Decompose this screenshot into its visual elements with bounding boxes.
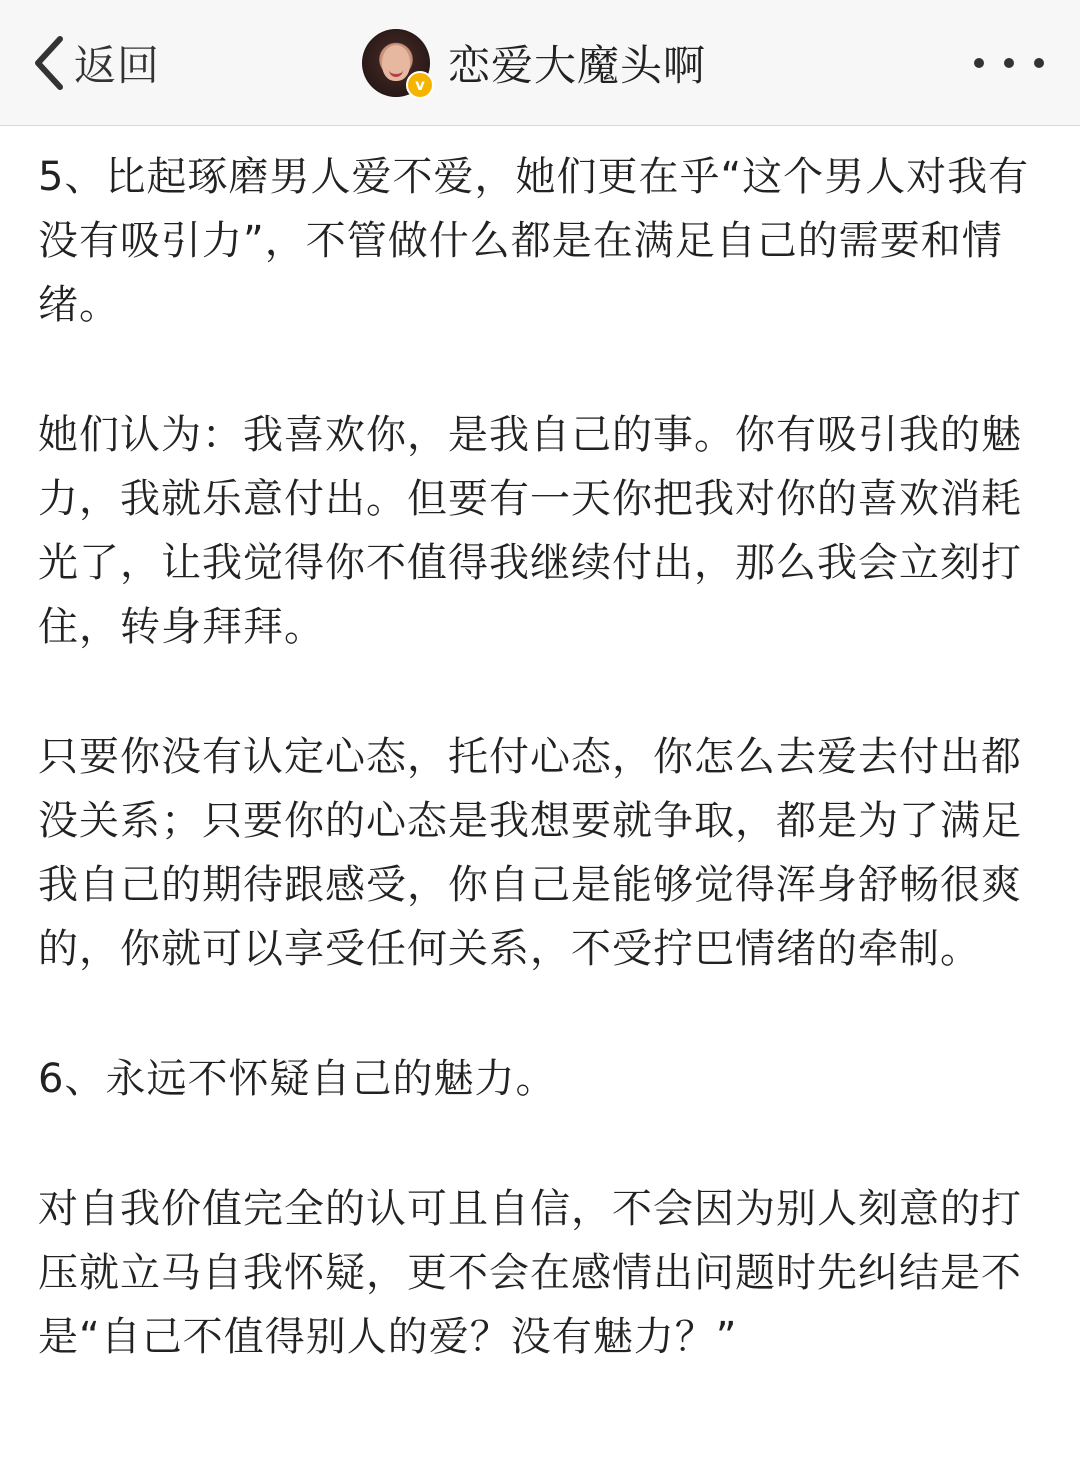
back-label: 返回 [74,41,161,90]
author-profile[interactable] [362,28,706,98]
more-options-button[interactable] [974,50,1044,76]
more-dot-icon [1004,58,1014,68]
author-username[interactable]: 恋爱大魔头啊 [448,41,707,90]
back-button[interactable] [30,30,160,96]
more-dot-icon [974,58,984,68]
avatar[interactable] [362,29,430,97]
verified-badge-icon: v [406,71,434,99]
post-paragraph: 对自我价值完全的认可且自信，不会因为别人刻意的打压就立马自我怀疑，更不会在感情出问题时先纠结是不是“自己不值得别人的爱？没有魅力？” [38,1186,1022,1360]
post-section-heading: 6、永远不怀疑自己的魅力。 [38,1056,557,1102]
top-navigation-bar [0,0,1080,126]
post-body [38,145,1042,1435]
more-dot-icon [1034,58,1044,68]
chevron-left-icon [30,33,66,93]
post-paragraph: 她们认为：我喜欢你，是我自己的事。你有吸引我的魅力，我就乐意付出。但要有一天你把我对你的喜欢消耗光了，让我觉得你不值得我继续付出，那么我会立刻打住，转身拜拜。 [38,412,1022,650]
post-paragraph: 5、比起琢磨男人爱不爱，她们更在乎“这个男人对我有没有吸引力”，不管做什么都是在满足自己的需要和情绪。 [38,154,1030,328]
post-paragraph: 只要你没有认定心态，托付心态，你怎么去爱去付出都没关系；只要你的心态是我想要就争取，都是为了满足我自己的期待跟感受，你自己是能够觉得浑身舒畅很爽的，你就可以享受任何关系，不受拧巴情绪的牵制。 [38,734,1022,972]
